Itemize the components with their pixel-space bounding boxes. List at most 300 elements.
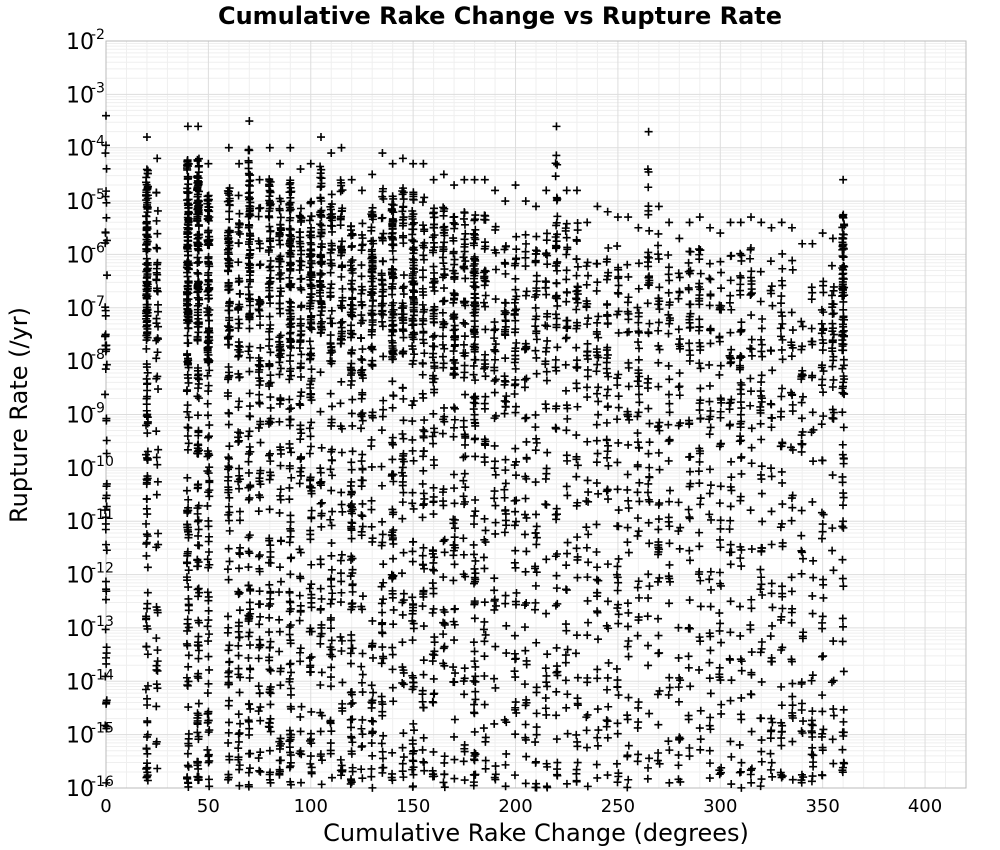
data-point [265,559,273,567]
data-point [256,600,264,608]
data-point [225,729,233,737]
data-point [747,779,755,787]
data-point [203,502,211,510]
data-point [777,308,785,316]
data-point [103,546,111,554]
data-point [502,521,510,529]
data-point [584,372,592,380]
data-point [676,369,684,377]
data-point [777,393,785,401]
data-point [440,238,448,246]
data-point [593,774,601,782]
data-point [798,507,806,515]
data-point [348,715,356,723]
data-point [471,283,479,291]
data-point [707,586,715,594]
data-point [348,535,356,543]
data-point [501,494,509,502]
data-point [296,479,304,487]
data-point [225,494,233,502]
data-point [748,459,756,467]
data-point [296,713,304,721]
data-point [460,757,468,765]
data-point [511,521,519,529]
data-point [767,715,775,723]
data-point [471,411,479,419]
data-point [419,513,427,521]
data-point [623,538,631,546]
data-point [368,681,376,689]
data-point [706,747,714,755]
data-point [246,302,254,310]
data-point [327,339,335,347]
data-point [531,347,539,355]
data-point [490,326,498,334]
data-point [378,292,386,300]
data-point [224,565,232,573]
data-point [184,273,192,281]
data-point [624,213,632,221]
data-point [512,305,520,313]
data-point [521,647,529,655]
data-point [358,186,366,194]
data-point [336,399,344,407]
data-point [102,541,110,549]
data-point [296,574,304,582]
data-point [828,291,836,299]
data-point [286,274,294,282]
data-point [818,653,826,661]
data-point [153,217,161,225]
data-point [716,258,724,266]
data-point [195,647,203,655]
data-point [400,753,408,761]
data-point [379,397,387,405]
data-point [604,320,612,328]
data-point [379,732,387,740]
data-point [378,426,386,434]
data-point [512,233,520,241]
data-point [143,274,151,282]
data-point [204,295,212,303]
data-point [593,458,601,466]
data-point [184,783,192,791]
data-point [594,726,602,734]
data-point [676,273,684,281]
data-point [492,762,500,770]
data-point [736,603,744,611]
data-point [419,544,427,552]
data-point [419,480,427,488]
data-point [307,735,315,743]
data-point [307,580,315,588]
data-point [490,574,498,582]
data-point [716,499,724,507]
data-point [152,427,160,435]
data-point [634,327,642,335]
data-point [625,364,633,372]
data-point [798,414,806,422]
data-point [778,605,786,613]
data-point [553,668,561,676]
data-point [246,674,254,682]
data-point [737,759,745,767]
data-point [717,710,725,718]
data-point [419,251,427,259]
data-point [185,277,193,285]
data-point [604,244,612,252]
data-point [707,292,715,300]
data-point [635,594,643,602]
data-point [419,602,427,610]
data-point [235,374,243,382]
data-point [777,324,785,332]
data-point [316,640,324,648]
data-point [511,286,519,294]
data-point [593,278,601,286]
data-point [296,468,304,476]
data-point [441,783,449,791]
data-point [480,652,488,660]
data-point [470,550,478,558]
data-point [194,440,202,448]
data-point [511,667,519,675]
data-point [614,289,622,297]
data-point [584,476,592,484]
data-point [778,582,786,590]
data-point [706,407,714,415]
data-point [655,515,663,523]
data-point [204,588,212,596]
data-point [563,266,571,274]
data-point [768,622,776,630]
data-point [655,255,663,263]
data-point [613,665,621,673]
data-point [378,318,386,326]
data-point [389,697,397,705]
data-point [727,697,735,705]
data-point [839,524,847,532]
data-point [420,565,428,573]
data-point [480,724,488,732]
data-point [245,324,253,332]
data-point [828,678,836,686]
data-point [144,650,152,658]
data-point [553,772,561,780]
data-point [798,448,806,456]
data-point [501,456,509,464]
data-point [367,442,375,450]
data-point [481,325,489,333]
data-point [533,370,541,378]
data-point [604,597,612,605]
data-point [470,709,478,717]
data-point [491,530,499,538]
data-point [430,493,438,501]
data-point [399,729,407,737]
data-point [245,632,253,640]
data-point [542,400,550,408]
data-point [727,276,735,284]
data-point [574,263,582,271]
data-point [562,324,570,332]
data-point [236,606,244,614]
data-point [429,432,437,440]
data-point [235,320,243,328]
data-point [644,375,652,383]
data-point [318,668,326,676]
data-point [685,268,693,276]
data-point [349,768,357,776]
data-point [697,735,705,743]
data-point [829,760,837,768]
data-point [276,681,284,689]
data-point [707,516,715,524]
data-point [644,405,652,413]
data-point [245,189,253,197]
data-point [582,497,590,505]
data-point [225,455,233,463]
data-point [541,321,549,329]
data-point [409,538,417,546]
data-point [296,657,304,665]
data-point [491,186,499,194]
data-point [419,758,427,766]
data-point [256,689,264,697]
data-point [440,644,448,652]
data-point [470,393,478,401]
data-point [656,466,664,474]
data-point [563,220,571,228]
data-point [511,564,519,572]
data-point [429,609,437,617]
data-point [347,660,355,668]
data-point [379,653,387,661]
data-point [297,247,305,255]
data-point [368,617,376,625]
data-point [635,444,643,452]
data-point [429,440,437,448]
data-point [778,438,786,446]
data-point [614,485,622,493]
data-point [195,516,203,524]
data-point [203,304,211,312]
data-point [705,575,713,583]
data-point [715,334,723,342]
data-point [736,272,744,280]
data-point [307,160,315,168]
data-point [747,604,755,612]
data-point [829,383,837,391]
data-point [143,165,151,173]
data-point [429,748,437,756]
data-point [625,653,633,661]
data-point [623,711,631,719]
data-point [623,783,631,791]
data-point [265,581,273,589]
data-point [326,516,334,524]
data-point [644,661,652,669]
data-point [625,293,633,301]
data-point [839,176,847,184]
data-point [450,261,458,269]
data-point [532,411,540,419]
data-point [308,212,316,220]
data-point [574,219,582,227]
data-point [644,299,652,307]
data-point [420,622,428,630]
data-point [522,753,530,761]
data-point [306,663,314,671]
data-point [768,541,776,549]
data-point [430,343,438,351]
data-point [788,587,796,595]
data-point [154,207,162,215]
data-point [778,500,786,508]
data-point [757,336,765,344]
data-point [573,272,581,280]
data-point [308,768,316,776]
data-point [154,646,162,654]
data-point [788,352,796,360]
data-point [225,410,233,418]
data-point [707,603,715,611]
data-point [768,718,776,726]
data-point [450,433,458,441]
data-point [420,500,428,508]
data-point [297,350,305,358]
data-point [205,775,213,783]
data-point [634,724,642,732]
data-point [275,418,283,426]
data-point [615,506,623,514]
data-point [285,396,293,404]
data-point [490,346,498,354]
data-point [502,622,510,630]
data-point [522,374,530,382]
data-point [152,188,160,196]
data-point [757,714,765,722]
data-point [451,405,459,413]
data-point [154,348,162,356]
data-point [625,549,633,557]
data-point [296,213,304,221]
data-point [799,729,807,737]
data-point [235,710,243,718]
data-point [378,463,386,471]
data-point [788,693,796,701]
data-point [553,735,561,743]
data-point [594,450,602,458]
data-point [501,377,509,385]
data-point [501,600,509,608]
data-point [685,259,693,267]
data-point [727,597,735,605]
data-point [256,613,264,621]
data-point [306,216,314,224]
data-point [389,651,397,659]
data-point [102,229,110,237]
data-point [144,563,152,571]
data-point [471,176,479,184]
data-point [543,449,551,457]
data-point [440,284,448,292]
data-point [347,723,355,731]
data-point [306,449,314,457]
data-point [819,288,827,296]
data-point [471,614,479,622]
data-point [490,606,498,614]
data-point [839,614,847,622]
data-point [654,342,662,350]
data-point [799,393,807,401]
data-point [460,417,468,425]
data-point [461,209,469,217]
data-point [480,299,488,307]
data-point [245,181,253,189]
data-point [286,444,294,452]
data-point [184,496,192,504]
data-point [245,368,253,376]
data-point [583,726,591,734]
data-point [327,624,335,632]
data-point [102,214,110,222]
data-point [461,332,469,340]
data-point [297,284,305,292]
data-point [573,738,581,746]
data-point [368,463,376,471]
data-point [296,266,304,274]
data-point [573,255,581,263]
data-point [420,704,428,712]
data-point [778,385,786,393]
data-point [204,434,212,442]
data-point [358,743,366,751]
data-point [543,377,551,385]
data-point [727,780,735,788]
data-point [399,334,407,342]
data-point [737,218,745,226]
data-point [204,653,212,661]
data-point [644,594,652,602]
data-point [277,578,285,586]
data-point [562,561,570,569]
data-point [635,698,643,706]
data-point [635,408,643,416]
data-point [235,628,243,636]
data-point [685,420,693,428]
data-point [205,533,213,541]
data-point [564,539,572,547]
data-point [820,511,828,519]
data-point [603,311,611,319]
data-point [256,703,264,711]
data-point [245,458,253,466]
data-point [441,752,449,760]
data-point [367,506,375,514]
data-point [461,362,469,370]
data-point [378,482,386,490]
data-point [194,122,202,130]
data-point [317,752,325,760]
data-point [644,183,652,191]
data-point [779,355,787,363]
data-point [152,666,160,674]
data-point [235,738,243,746]
data-point [328,402,336,410]
data-point [829,234,837,242]
data-point [185,379,193,387]
